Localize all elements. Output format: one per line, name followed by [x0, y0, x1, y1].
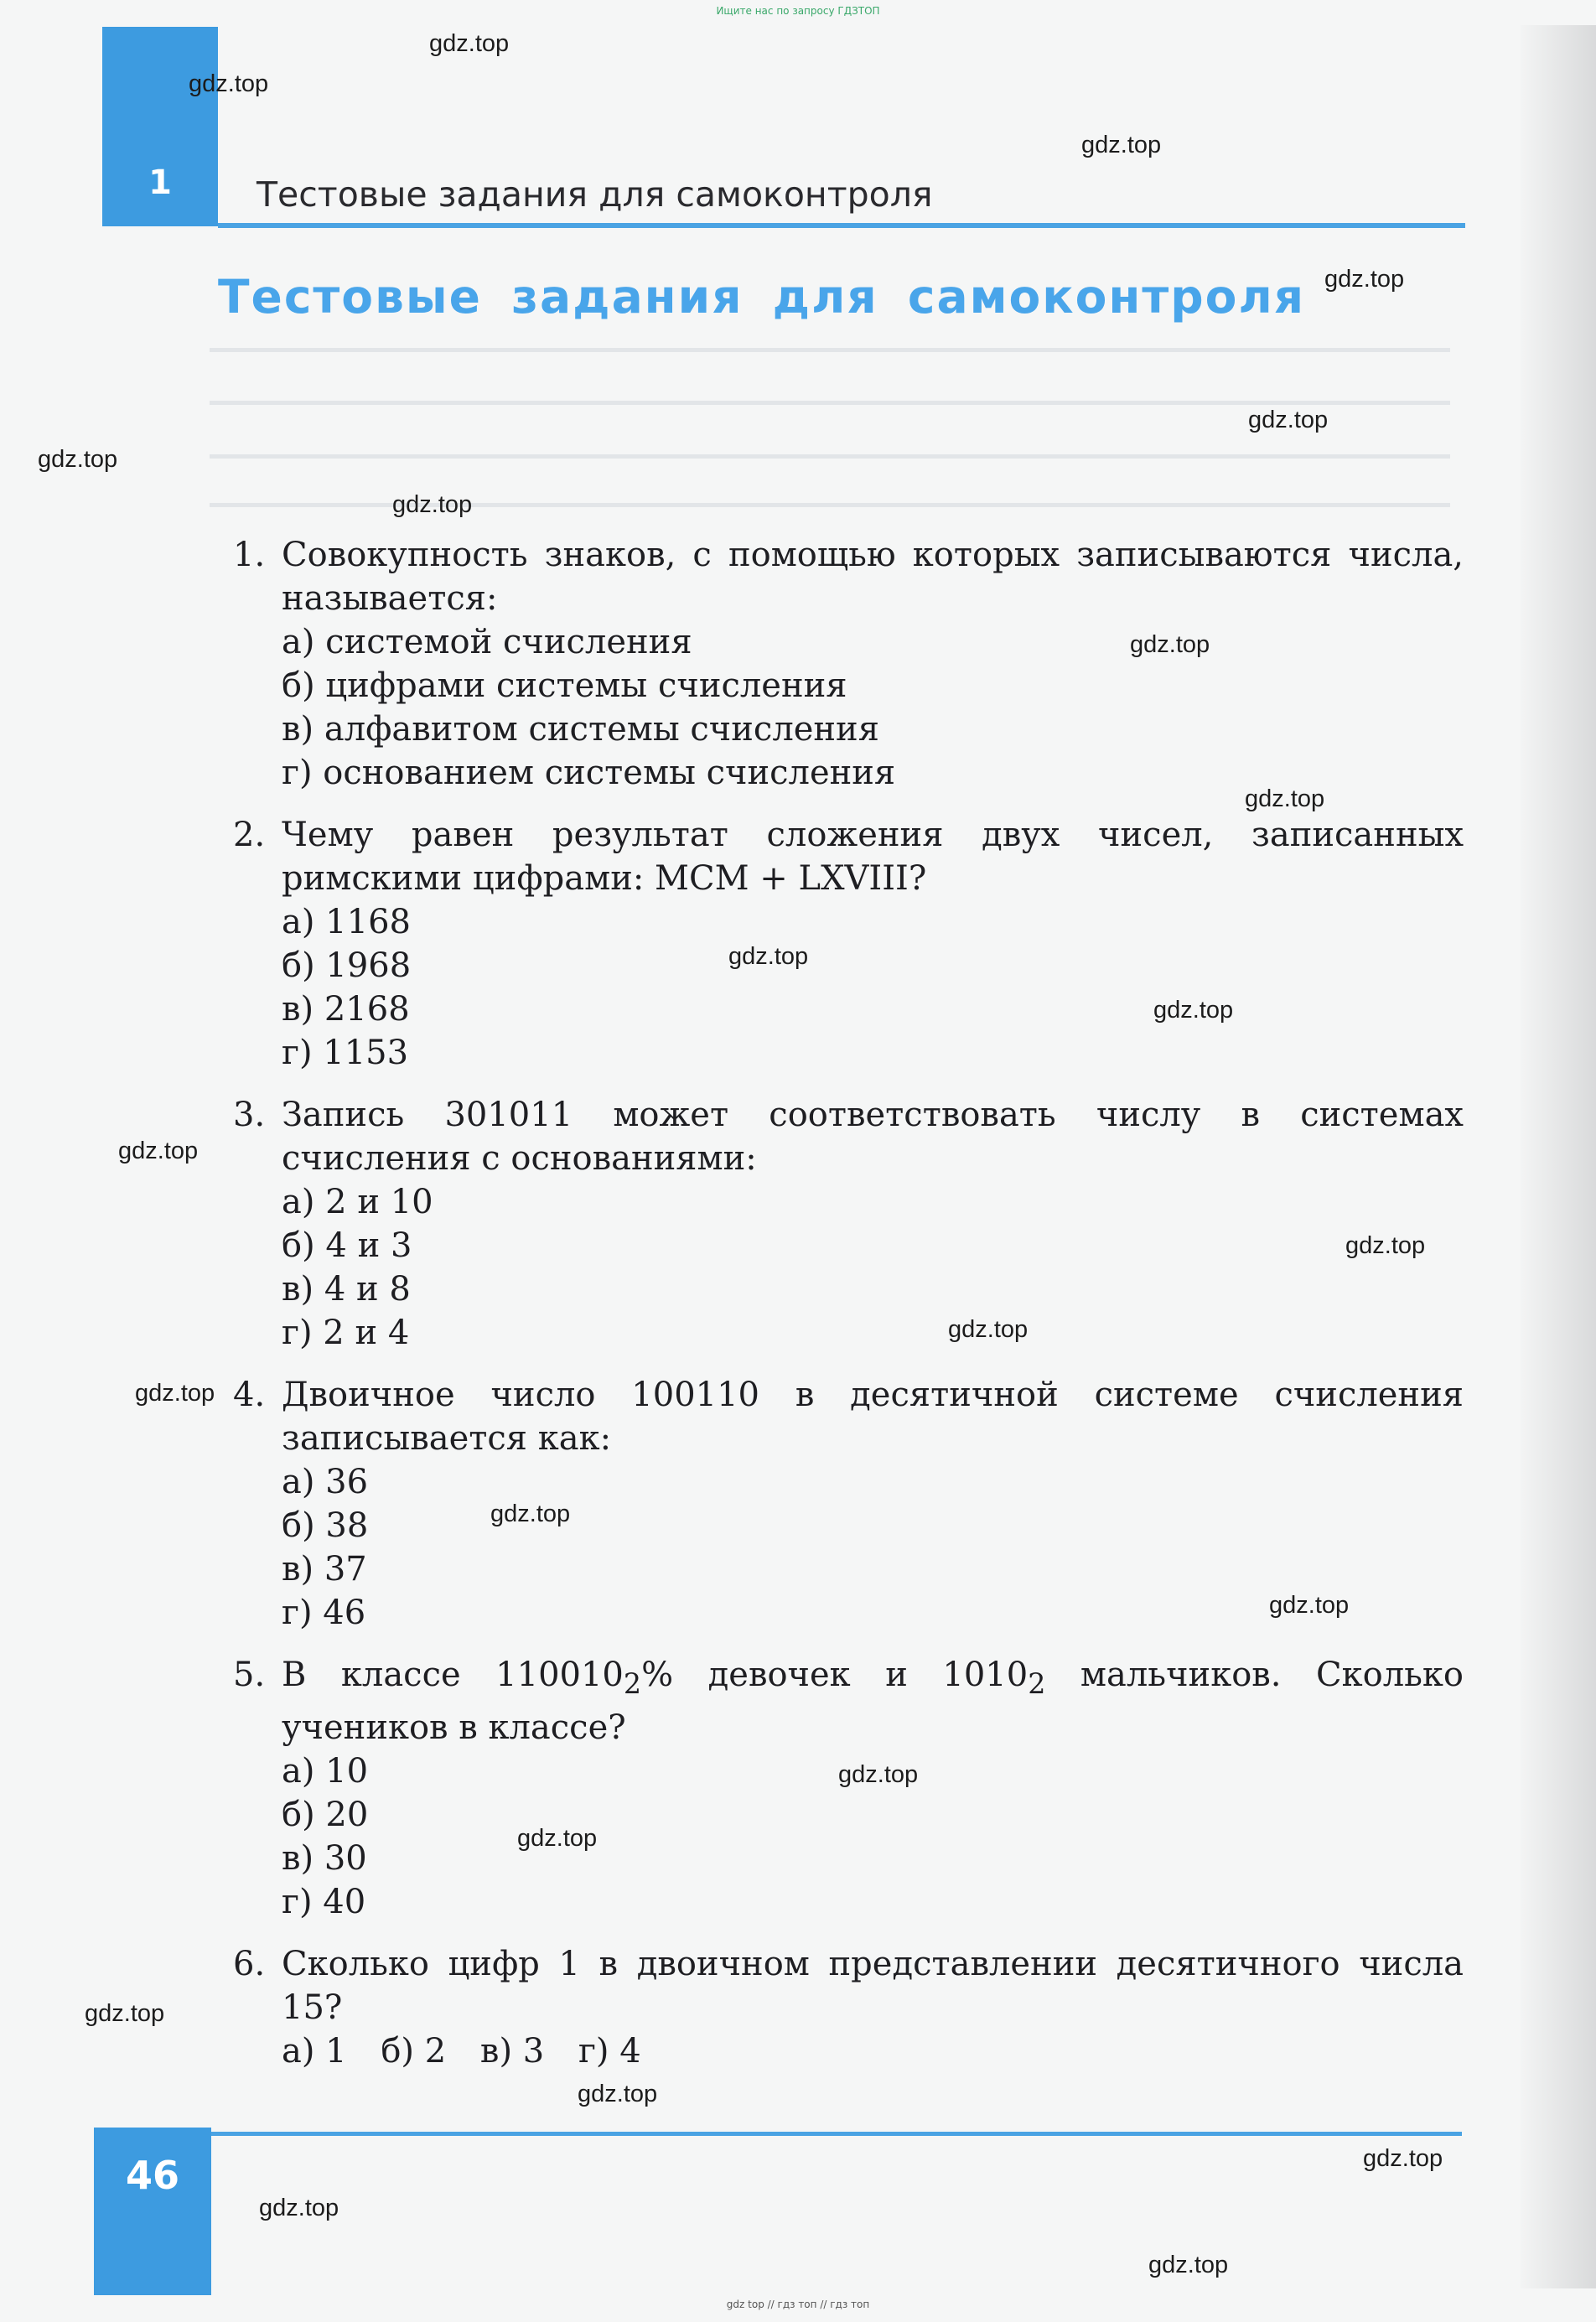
watermark: gdz.top	[1324, 266, 1405, 293]
base-subscript: 2	[1028, 1667, 1046, 1700]
question-3	[233, 1093, 1464, 1355]
answer-option: а) 36	[282, 1463, 369, 1501]
section-title: Тестовые задания для самоконтроля	[218, 270, 1306, 324]
question-2	[233, 813, 1464, 1075]
answer-option: б) цифрами системы счисления	[282, 666, 847, 705]
question-body: Двоичное число 100110 в десятичной системе счисления записывается как:	[282, 1376, 1464, 1458]
answer-option: в) 4 и 8	[282, 1270, 411, 1309]
question-number: 2.	[233, 816, 266, 854]
watermark: gdz.top	[517, 1825, 598, 1852]
answer-option: г) 4	[578, 2032, 641, 2071]
question-1	[233, 533, 1464, 795]
question-body-part: мальчиков. Сколько учеников в классе?	[282, 1656, 1464, 1747]
bottom-note: gdz top // гдз топ // гдз топ	[726, 2299, 870, 2310]
answer-option: в) 37	[282, 1550, 367, 1589]
watermark: gdz.top	[838, 1761, 919, 1788]
answer-option: а) 2 и 10	[282, 1183, 433, 1221]
answer-option: а) системой счисления	[282, 623, 692, 661]
question-text	[233, 533, 1464, 620]
question-list	[233, 533, 1464, 2091]
watermark: gdz.top	[728, 943, 809, 970]
answer-option: в) алфавитом системы счисления	[282, 710, 879, 749]
question-text	[233, 813, 1464, 900]
question-body: Чему равен результат сложения двух чисел, записанных римскими цифрами: MCM + LXVIII?	[282, 816, 1464, 898]
question-body-part: % девочек и 1010	[641, 1656, 1029, 1694]
answer-option: г) 1153	[282, 1034, 409, 1072]
answer-option: б) 20	[282, 1796, 369, 1834]
watermark: gdz.top	[1363, 2145, 1443, 2172]
watermark: gdz.top	[1081, 132, 1162, 158]
watermark: gdz.top	[38, 446, 118, 473]
question-text	[233, 1373, 1464, 1460]
watermark: gdz.top	[1345, 1232, 1426, 1259]
base-subscript: 2	[623, 1667, 642, 1700]
question-body: Совокупность знаков, с помощью которых записываются числа, называется:	[282, 536, 1464, 618]
answer-option: в) 2168	[282, 990, 410, 1029]
answer-option: б) 4 и 3	[282, 1226, 412, 1265]
answer-option: г) основанием системы счисления	[282, 754, 896, 792]
watermark: gdz.top	[578, 2081, 658, 2107]
watermark: gdz.top	[1245, 785, 1325, 812]
answer-option: г) 46	[282, 1594, 366, 1632]
answer-option: б) 38	[282, 1506, 369, 1545]
watermark: gdz.top	[490, 1500, 571, 1527]
question-number: 6.	[233, 1945, 266, 1983]
question-body	[282, 1656, 1464, 1747]
question-number: 1.	[233, 536, 266, 574]
page-number: 46	[125, 2153, 179, 2198]
answer-option: а) 1168	[282, 903, 411, 941]
show-through-line	[210, 348, 1450, 352]
chapter-number: 1	[148, 163, 172, 202]
answer-options	[233, 1180, 1464, 1355]
watermark: gdz.top	[189, 70, 269, 97]
watermark: gdz.top	[135, 1380, 215, 1407]
question-text	[233, 1653, 1464, 1749]
watermark: gdz.top	[948, 1316, 1029, 1343]
question-number: 5.	[233, 1656, 266, 1694]
watermark: gdz.top	[1269, 1592, 1350, 1619]
watermark: gdz.top	[1148, 2252, 1229, 2278]
running-header-title: Тестовые задания для самоконтроля	[256, 174, 933, 215]
question-body-part: В классе 110010	[282, 1656, 624, 1694]
footer-divider	[211, 2132, 1462, 2136]
answer-option: г) 2 и 4	[282, 1314, 410, 1352]
question-number: 4.	[233, 1376, 266, 1414]
question-text	[233, 1942, 1464, 2029]
question-number: 3.	[233, 1096, 266, 1134]
show-through-line	[210, 401, 1450, 405]
answer-options	[233, 2029, 1464, 2073]
watermark: gdz.top	[259, 2195, 339, 2221]
answer-option: в) 30	[282, 1839, 367, 1878]
top-note: Ищите нас по запросу ГДЗТОП	[716, 5, 880, 17]
answer-option: б) 2	[381, 2032, 447, 2071]
watermark: gdz.top	[392, 491, 473, 518]
question-body: Сколько цифр 1 в двоичном представлении десятичного числа 15?	[282, 1945, 1464, 2027]
watermark: gdz.top	[1130, 631, 1210, 658]
answer-option: а) 1	[282, 2032, 347, 2071]
header-divider	[218, 223, 1465, 228]
question-body: Запись 301011 может соответствовать числу в системах счисления с основаниями:	[282, 1096, 1464, 1178]
watermark: gdz.top	[1248, 407, 1329, 433]
answer-option: б) 1968	[282, 946, 412, 985]
answer-options	[233, 900, 1464, 1075]
page-edge-shadow	[1521, 25, 1596, 2288]
watermark: gdz.top	[429, 30, 510, 57]
answer-option: в) 3	[479, 2032, 545, 2071]
question-6	[233, 1942, 1464, 2073]
watermark: gdz.top	[1153, 997, 1234, 1024]
answer-option: а) 10	[282, 1752, 369, 1791]
answer-options	[233, 620, 1464, 795]
show-through-line	[210, 454, 1450, 459]
watermark: gdz.top	[118, 1138, 199, 1164]
answer-option: г) 40	[282, 1883, 366, 1921]
question-text	[233, 1093, 1464, 1180]
watermark: gdz.top	[85, 2000, 165, 2027]
